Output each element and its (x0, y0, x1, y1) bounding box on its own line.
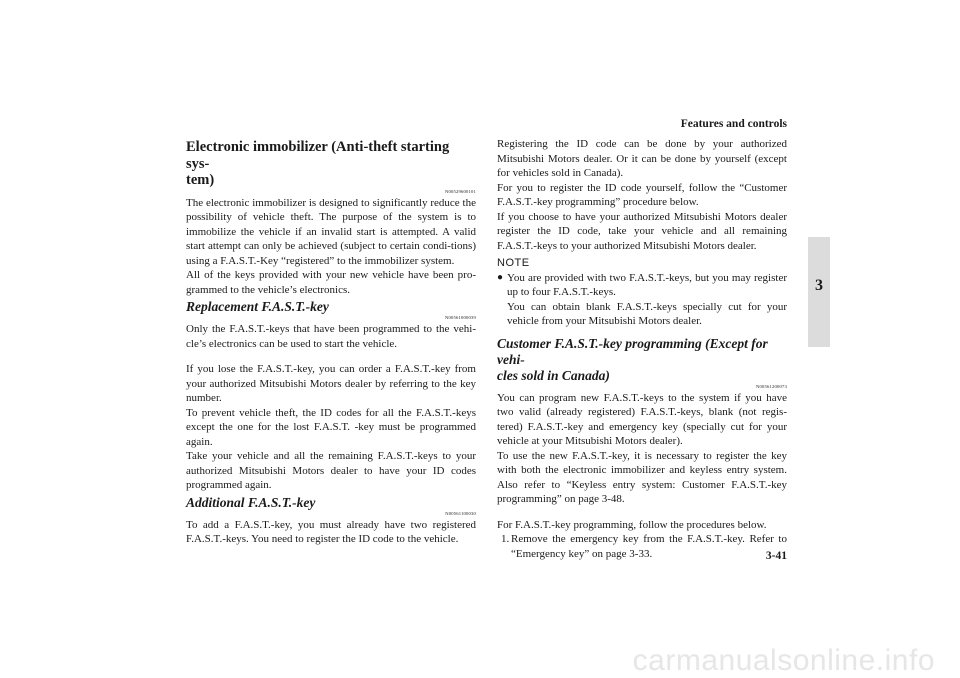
registering-paragraph-1: Registering the ID code can be done by your authorized Mitsubishi Motors dealer. Or it can be done by yourself (except for vehicles sold in Canada). (497, 138, 787, 179)
right-column (497, 137, 787, 561)
replacement-heading: Replacement F.A.S.T.-key (186, 299, 329, 314)
registering-paragraph-2: For you to register the ID code yourself, follow the “Customer F.A.S.T.-key programming” procedure below. (497, 181, 787, 208)
customer-programming-heading (497, 336, 787, 384)
bullet-icon: ● (497, 271, 504, 283)
section-header: Features and controls (680, 118, 787, 130)
additional-heading: Additional F.A.S.T.-key (186, 494, 316, 510)
immobilizer-heading-line2: tem) (186, 172, 215, 188)
immobilizer-paragraph-2: All of the keys provided with your new vehicle have been pro-grammed to the vehicle’s electronics. (186, 269, 476, 296)
step-1-text: Remove the emergency key from the F.A.S.T.-key. Refer to “Emergency key” on page 3-33. (511, 533, 787, 560)
left-column (186, 137, 476, 547)
note-bullet (497, 271, 787, 329)
immobilizer-heading (186, 139, 476, 189)
watermark: carmanualsonline.info (632, 644, 935, 677)
immobilizer-heading-line1: Electronic immobilizer (Anti-theft starting sys- (186, 139, 450, 172)
customer-heading-line1: Customer F.A.S.T.-key programming (Except for vehi- (497, 335, 768, 367)
note-label: NOTE (497, 257, 530, 269)
customer-paragraph-1: You can program new F.A.S.T.-keys to the system if you have two valid (already registered) F.A.S.T.-keys, blank (not regis-tered) F.A.S.T.-key and emergency key (specially cut for your vehicle at your Mitsubishi Motors dealer). (497, 391, 787, 447)
customer-paragraph-3: For F.A.S.T.-key programming, follow the procedures below. (497, 518, 767, 531)
customer-code: N00561200073 (756, 383, 787, 389)
step-1-number: 1. (501, 533, 510, 545)
registering-paragraph-3: If you choose to have your authorized Mitsubishi Motors dealer register the ID code, take your vehicle and all remaining F.A.S.T.-keys to your authorized Mitsubishi Motors dealer. (497, 210, 787, 252)
customer-paragraph-2: To use the new F.A.S.T.-key, it is necessary to register the key with both the electronic immobilizer and keyless entry system. Also refer to “Keyless entry system: Customer F.A.S.T.-key programming” on page 3-48. (497, 449, 787, 505)
note-line-1: You are provided with two F.A.S.T.-keys, but you may register up to four F.A.S.T.-keys. (507, 271, 787, 298)
immobilizer-paragraph-1: The electronic immobilizer is designed to significantly reduce the possibility of vehicle theft. The purpose of the system is to immobilize the vehicle if an invalid start is attempted. A valid start attempt can only be achieved (subject to certain condi-tions) using a F.A.S.T.-Key “registered” to the immobilizer system. (186, 196, 476, 267)
page-number: 3-41 (765, 550, 787, 562)
note-line-2: You can obtain blank F.A.S.T.-keys specially cut for your vehicle from your Mitsubishi Motors dealer. (507, 300, 787, 327)
chapter-number: 3 (815, 277, 823, 294)
replacement-paragraph-4: Take your vehicle and all the remaining F.A.S.T.-keys to your authorized Mitsubishi Motors dealer to have your ID codes programmed again. (186, 450, 476, 491)
replacement-paragraph-1: Only the F.A.S.T.-keys that have been programmed to the vehi-cle’s electronics can be used to start the vehicle. (186, 323, 476, 350)
replacement-code: N00561000039 (445, 315, 476, 320)
additional-paragraph-1: To add a F.A.S.T.-key, you must already have two registered F.A.S.T.-keys. You need to register the ID code to the vehicle. (186, 518, 476, 545)
additional-code: N00561100030 (445, 510, 476, 516)
chapter-tab (808, 237, 830, 347)
replacement-paragraph-3: To prevent vehicle theft, the ID codes for all the F.A.S.T.-keys except the one for the lost F.A.S.T. -key must be programmed again. (186, 406, 476, 448)
replacement-paragraph-2: If you lose the F.A.S.T.-key, you can order a F.A.S.T.-key from your authorized Mitsubishi Motors dealer by referring to the key number. (186, 363, 476, 404)
immobilizer-code: N00529600101 (445, 188, 476, 194)
customer-heading-line2: cles sold in Canada) (497, 367, 610, 383)
